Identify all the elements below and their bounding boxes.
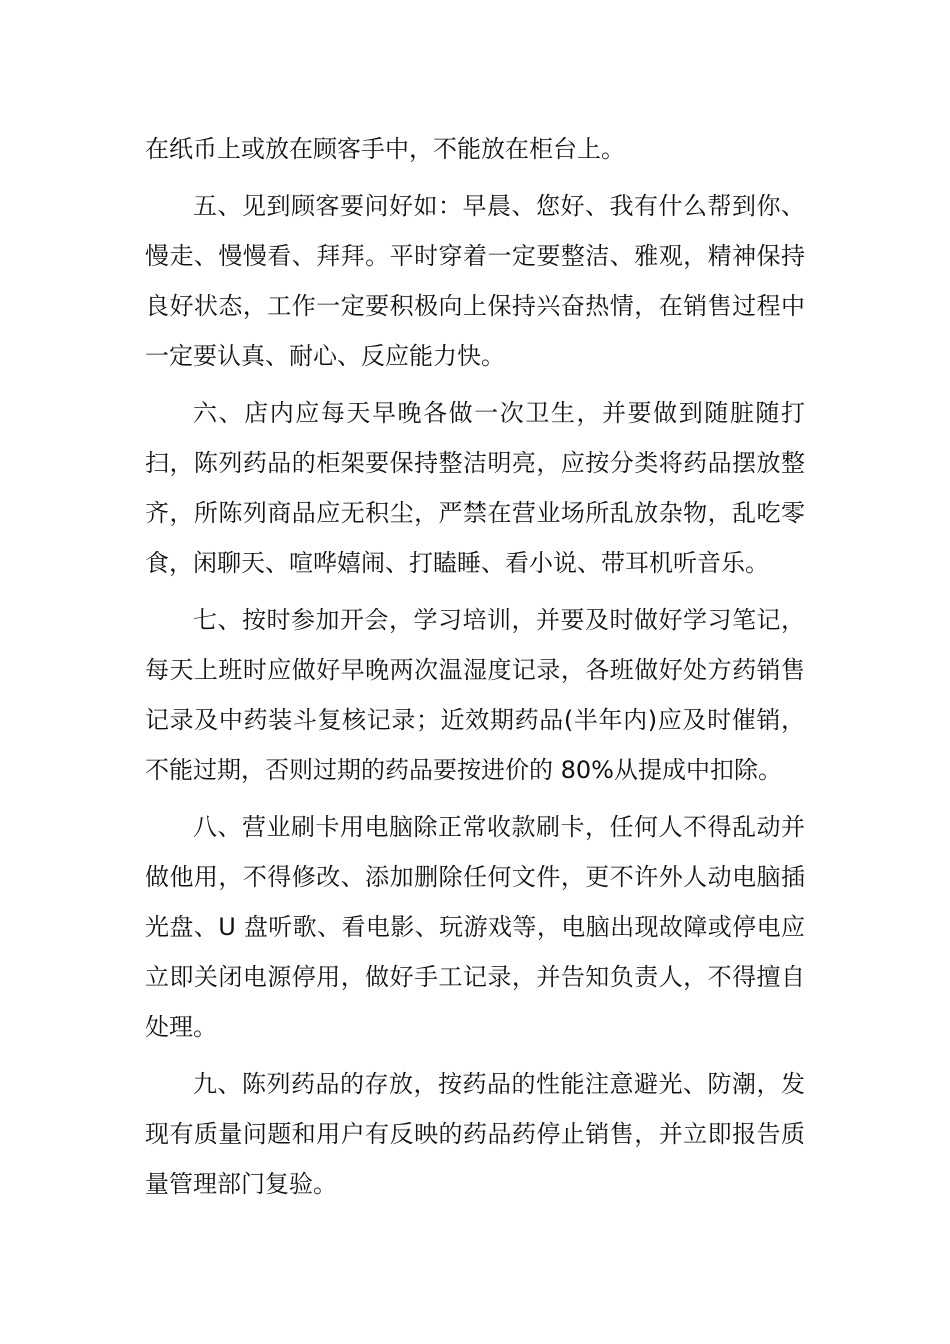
document-page <box>145 124 805 1216</box>
paragraph-item-8: 八、营业刷卡用电脑除正常收款刷卡，任何人不得乱动并做他用，不得修改、添加删除任何文件，更不许外人动电脑插光盘、U 盘听歌、看电影、玩游戏等，电脑出现故障或停电应立即关闭电源停用，做好手工记录，并告知负责人，不得擅自处理。 <box>145 813 805 1041</box>
paragraph-item-5: 五、见到顾客要问好如：早晨、您好、我有什么帮到你、慢走、慢慢看、拜拜。平时穿着一定要整洁、雅观，精神保持良好状态，工作一定要积极向上保持兴奋热情，在销售过程中一定要认真、耐心、反应能力快。 <box>145 192 805 370</box>
paragraph-continuation: 在纸币上或放在顾客手中，不能放在柜台上。 <box>145 135 625 163</box>
paragraph-item-9: 九、陈列药品的存放，按药品的性能注意避光、防潮，发现有质量问题和用户有反映的药品药停止销售，并立即报告质量管理部门复验。 <box>145 1070 805 1198</box>
paragraph-item-6: 六、店内应每天早晚各做一次卫生，并要做到随脏随打扫，陈列药品的柜架要保持整洁明亮，应按分类将药品摆放整齐，所陈列商品应无积尘，严禁在营业场所乱放杂物，乱吃零食，闲聊天、喧哗嬉闹、打瞌睡、看小说、带耳机听音乐。 <box>145 399 805 577</box>
paragraph-item-7: 七、按时参加开会，学习培训，并要及时做好学习笔记，每天上班时应做好早晚两次温湿度记录，各班做好处方药销售记录及中药装斗复核记录；近效期药品(半年内)应及时催销，不能过期，否则过期的药品要按进价的 80%从提成中扣除。 <box>145 606 805 784</box>
